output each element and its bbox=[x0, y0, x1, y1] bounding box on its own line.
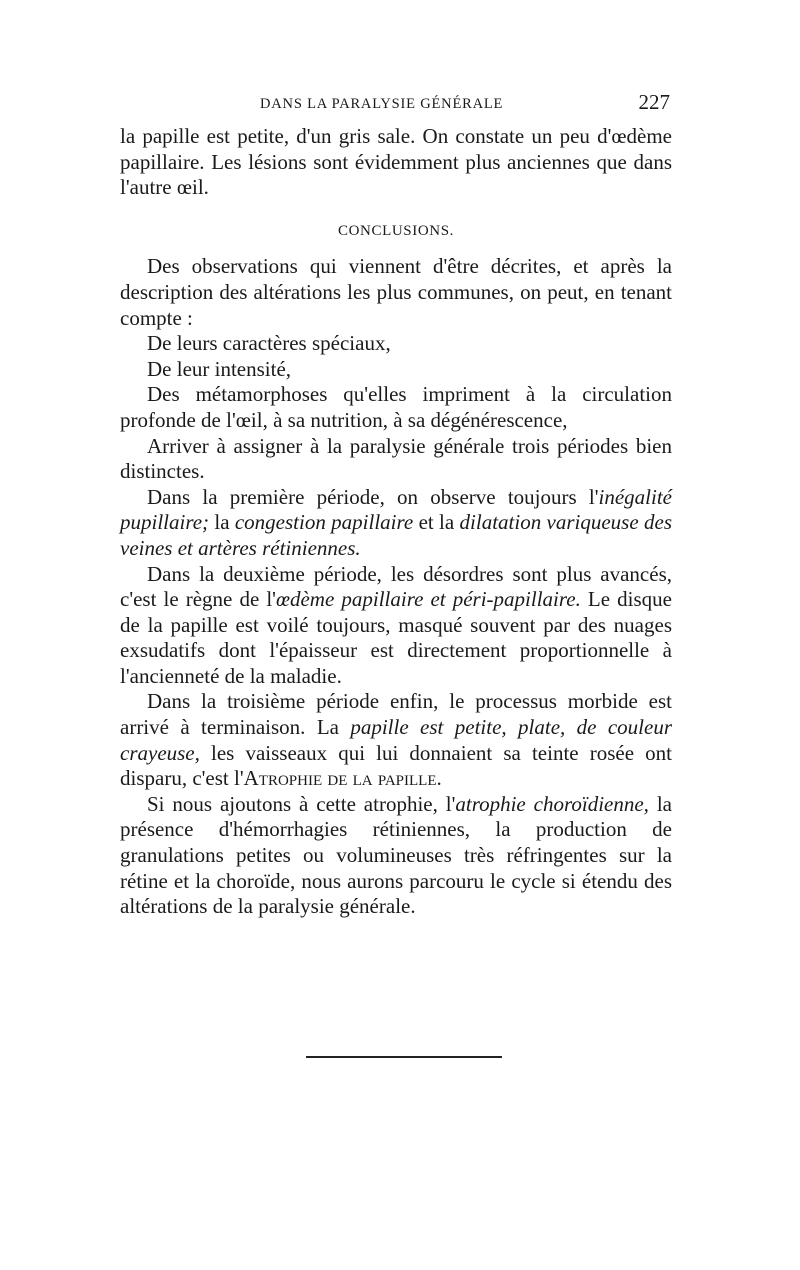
running-title: DANS LA PARALYSIE GÉNÉRALE bbox=[260, 96, 504, 112]
text-run: Dans la troisième période enfin, le processus morbide est arrivé à terminaison. La bbox=[120, 689, 672, 740]
paragraph-continuation: la papille est petite, d'un gris sale. On constate un peu d'œdème papillaire. Les lésions sont évidemment plus anciennes que dans l'autre œil. bbox=[120, 124, 672, 200]
text-run: la bbox=[209, 510, 235, 535]
text-run: les vaisseaux qui lui donnaient sa teinte rosée ont disparu, c'est l' bbox=[120, 740, 672, 791]
text-run: Si nous ajoutons à cette atrophie, l' bbox=[147, 791, 456, 816]
paragraph-intro: Des observations qui viennent d'être décrites, et après la description des altérations les plus communes, on peut, en tenant compte : bbox=[120, 254, 672, 330]
page-number: 227 bbox=[638, 90, 670, 114]
end-rule bbox=[306, 1056, 502, 1058]
paragraph-summary bbox=[120, 792, 672, 920]
text-run: Dans la première période, on observe toujours l' bbox=[147, 484, 599, 509]
section-heading: CONCLUSIONS. bbox=[338, 222, 454, 239]
paragraph-criterion-1: De leurs caractères spéciaux, bbox=[147, 331, 391, 356]
paragraph-first-period bbox=[120, 485, 672, 562]
text-run: et la bbox=[413, 510, 460, 535]
text-run: la présence d'hémorrhagies rétiniennes, la production de granulations petites ou volumineuses très réfringentes sur la rétine et la choroïde, nous aurons parcouru le cycle si étendu des altérations de la paralysie générale. bbox=[120, 791, 672, 919]
paragraph-criterion-3: Des métamorphoses qu'elles impriment à la circulation profonde de l'œil, à sa nutrition, à sa dégénérescence, bbox=[120, 382, 672, 432]
page-header bbox=[130, 92, 670, 116]
italic-run: dilatation variqueuse des veines et artères rétiniennes. bbox=[120, 510, 672, 560]
italic-run: papille est petite, plate, de couleur crayeuse, bbox=[120, 715, 672, 765]
text-run: Dans la deuxième période, les désordres sont plus avancés, c'est le règne de l' bbox=[120, 561, 672, 612]
italic-run: congestion papillaire bbox=[234, 510, 414, 535]
italic-run: atrophie choroïdienne, bbox=[455, 791, 649, 816]
paragraph-criterion-2: De leur intensité, bbox=[147, 356, 292, 381]
paragraph-conclusion: Arriver à assigner à la paralysie générale trois périodes bien distinctes. bbox=[120, 433, 672, 484]
italic-run: œdème papillaire et péri-papillaire. bbox=[275, 587, 581, 612]
paragraph-third-period bbox=[120, 689, 672, 791]
text-run: Le disque de la papille est voilé toujours, masqué souvent par des nuages exsudatifs dont l'épaisseur est directement proportionnelle à l'ancienneté de la maladie. bbox=[120, 587, 672, 688]
text-run: . bbox=[436, 766, 442, 791]
smallcaps-run: Atrophie de la papille bbox=[243, 766, 437, 791]
paragraph-second-period bbox=[120, 562, 672, 690]
italic-run: inégalité pupillaire; bbox=[120, 484, 672, 535]
body-text bbox=[120, 124, 672, 920]
